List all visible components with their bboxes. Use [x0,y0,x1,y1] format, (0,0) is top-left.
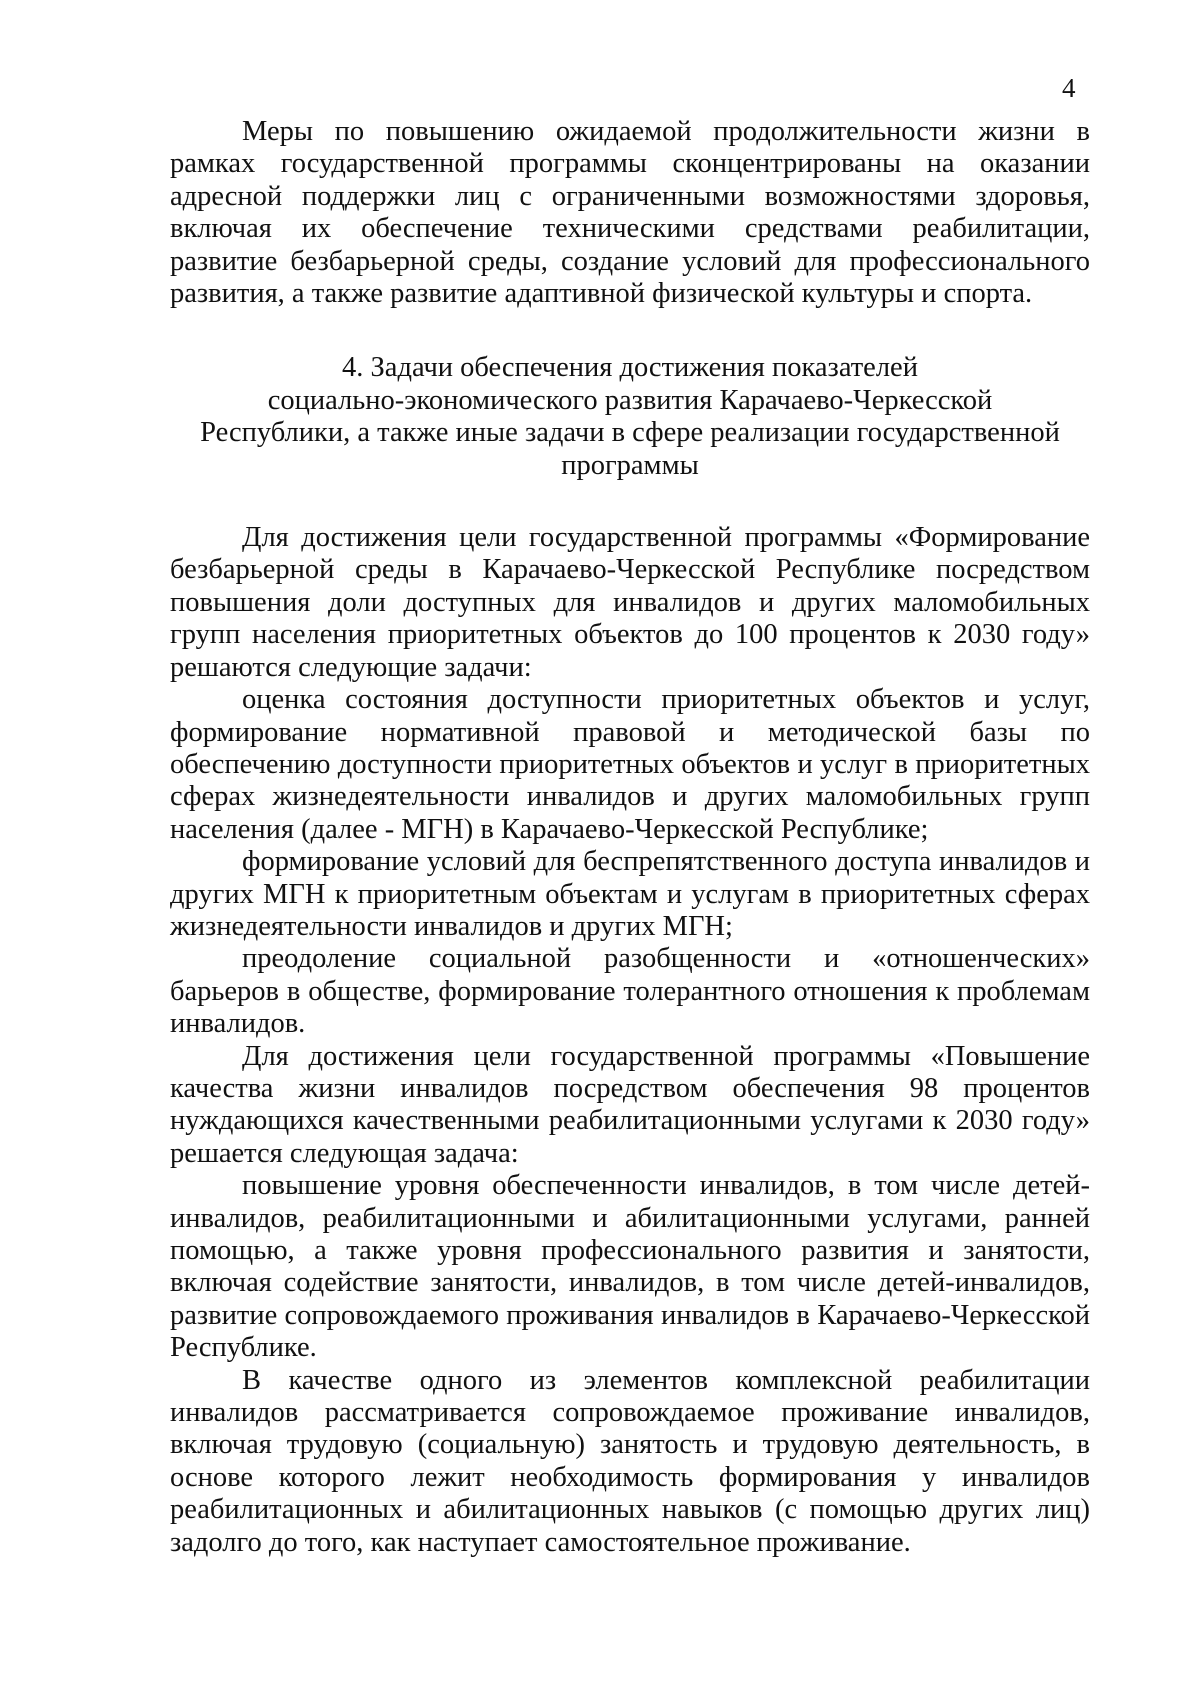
paragraph-goal-quality-of-life: Для достижения цели государственной программы «Повышение качества жизни инвалидов посредством обеспечения 98 процентов нуждающихся качественными реабилитационными услугами к 2030 году» решается следующая задача: [170,1040,1090,1169]
document-body [170,116,1090,1559]
section-heading [170,352,1090,482]
paragraph-task-rehabilitation: повышение уровня обеспеченности инвалидов, в том числе детей-инвалидов, реабилитационными и абилитационными услугами, ранней помощью, а также уровня профессионального развития и занятости, включая содействие занятости, инвалидов, в том числе детей-инвалидов, развитие сопровождаемого проживания инвалидов в Карачаево-Черкесской Республике. [170,1170,1090,1364]
paragraph-task-assessment: оценка состояния доступности приоритетных объектов и услуг, формирование нормативной правовой и методической базы по обеспечению доступности приоритетных объектов и услуг в приоритетных сферах жизнедеятельности инвалидов и других маломобильных групп населения (далее - МГН) в Карачаево-Черкесской Республике; [170,684,1090,845]
section-heading-line-2: социально-экономического развития Карачаево-Черкесской [267,384,993,416]
section-body [170,522,1090,1559]
page-number: 4 [1062,73,1076,103]
section-heading-line-1: 4. Задачи обеспечения достижения показателей [342,352,918,384]
intro-paragraph: Меры по повышению ожидаемой продолжительности жизни в рамках государственной программы сконцентрированы на оказании адресной поддержки лиц с ограниченными возможностями здоровья, включая их обеспечение техническими средствами реабилитации, развитие безбарьерной среды, создание условий для профессионального развития, а также развитие адаптивной физической культуры и спорта. [170,116,1090,310]
section-heading-line-4: программы [561,449,699,481]
paragraph-task-access-conditions: формирование условий для беспрепятственного доступа инвалидов и других МГН к приоритетным объектам и услугам в приоритетных сферах жизнедеятельности инвалидов и других МГН; [170,846,1090,942]
paragraph-goal-barrier-free: Для достижения цели государственной программы «Формирование безбарьерной среды в Карачаево-Черкесской Республике посредством повышения доли доступных для инвалидов и других маломобильных групп населения приоритетных объектов до 100 процентов к 2030 году» решаются следующие задачи: [170,522,1090,683]
paragraph-task-social-barriers: преодоление социальной разобщенности и «отношенческих» барьеров в обществе, формирование толерантного отношения к проблемам инвалидов. [170,943,1090,1040]
paragraph-supported-living: В качестве одного из элементов комплексной реабилитации инвалидов рассматривается сопровождаемое проживание инвалидов, включая трудовую (социальную) занятость и трудовую деятельность, в основе которого лежит необходимость формирования у инвалидов реабилитационных и абилитационных навыков (с помощью других лиц) задолго до того, как наступает самостоятельное проживание. [170,1364,1090,1558]
section-heading-line-3: Республики, а также иные задачи в сфере реализации государственной [200,417,1060,449]
